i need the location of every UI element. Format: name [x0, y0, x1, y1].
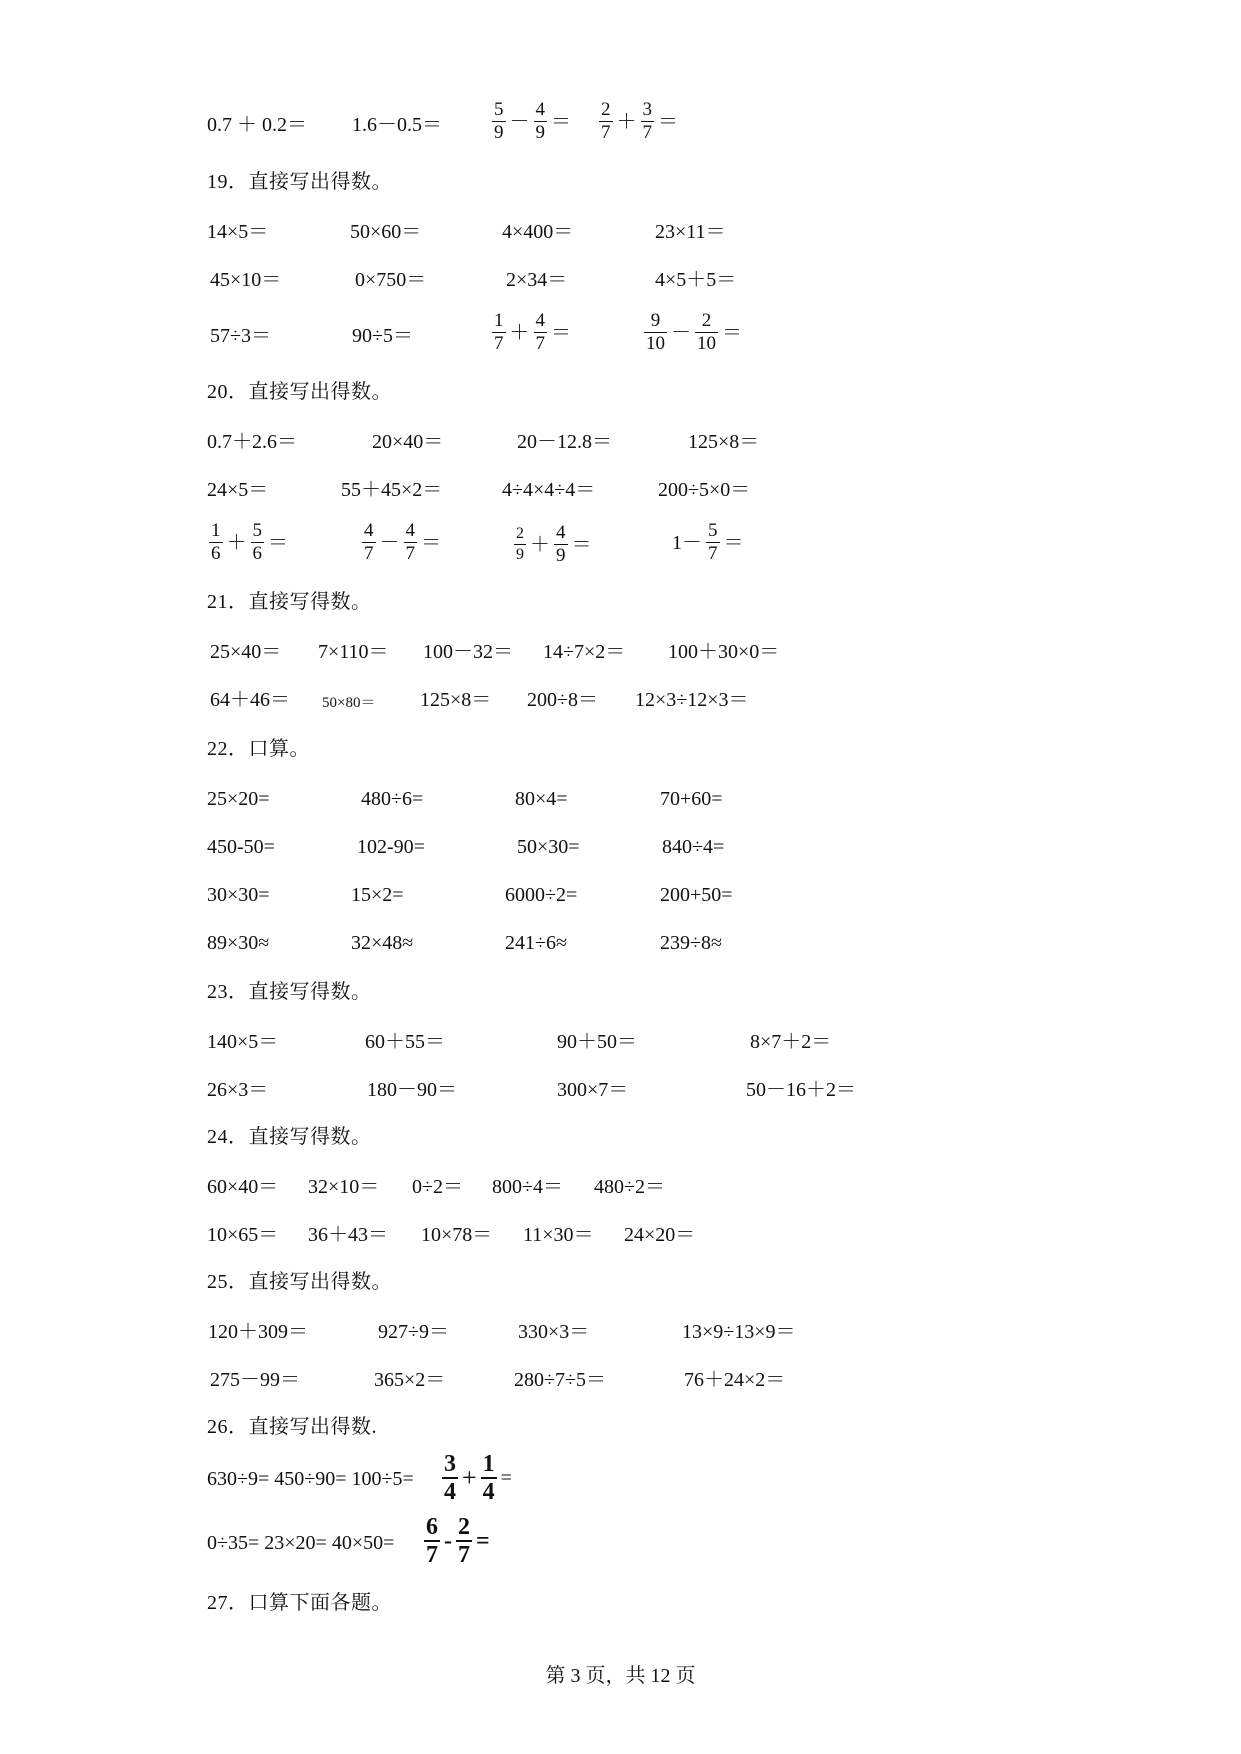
question-title: 27．口算下面各题。: [207, 1592, 392, 1614]
question-title: 23．直接写得数。: [207, 981, 372, 1003]
expr: 23×11＝: [655, 221, 726, 243]
fraction-expression: $\frac{5}{9}$ － $\frac{4}{9}$ ＝: [494, 99, 571, 143]
fraction: $\frac{6}{7}$: [426, 1514, 438, 1568]
fraction: $\frac{5}{9}$: [494, 99, 504, 143]
expr: 280÷7÷5＝: [514, 1369, 606, 1391]
expr: 4÷4×4÷4＝: [502, 479, 596, 501]
expr: 450-50=: [207, 836, 275, 858]
expr: 90÷5＝: [352, 325, 413, 347]
expr: 239÷8≈: [660, 932, 722, 954]
expr: 80×4=: [515, 788, 568, 810]
fraction: $\frac{2}{7}$: [458, 1514, 470, 1568]
expr: 120＋309＝: [208, 1321, 308, 1343]
expr: 15×2=: [351, 884, 404, 906]
fraction: $\frac{2}{7}$: [601, 99, 611, 143]
expr: 25×20=: [207, 788, 270, 810]
expr: 60＋55＝: [365, 1031, 445, 1053]
expr: 55＋45×2＝: [341, 479, 443, 501]
expr: 300×7＝: [557, 1079, 629, 1101]
expr: 480÷6=: [361, 788, 424, 810]
expr: 102-90=: [357, 836, 425, 858]
expr: 24×5＝: [207, 479, 269, 501]
fraction: $\frac{1}{6}$: [211, 520, 221, 564]
question-title: 20．直接写出得数。: [207, 381, 392, 403]
question-title: 21．直接写得数。: [207, 591, 372, 613]
expr: 26×3＝: [207, 1079, 269, 1101]
expr: 24×20＝: [624, 1224, 696, 1246]
fraction-expression: $\frac{9}{10}$ － $\frac{2}{10}$ ＝: [646, 310, 742, 354]
expr: 365×2＝: [374, 1369, 446, 1391]
question-title: 19．直接写出得数。: [207, 171, 392, 193]
expr: 275－99＝: [210, 1369, 300, 1391]
expr: 0×750＝: [355, 269, 427, 291]
expr: 11×30＝: [523, 1224, 594, 1246]
expr: 7×110＝: [318, 641, 389, 663]
question-title: 22．口算。: [207, 738, 310, 760]
expr: 32×48≈: [351, 932, 414, 954]
expr: 480÷2＝: [594, 1176, 665, 1198]
expr: 45×10＝: [210, 269, 282, 291]
fraction: $\frac{4}{7}$: [405, 520, 415, 564]
fraction: $\frac{3}{7}$: [642, 99, 652, 143]
expr: 76＋24×2＝: [684, 1369, 786, 1391]
expr: 30×30=: [207, 884, 270, 906]
expr: 100＋30×0＝: [668, 641, 780, 663]
expr: 4×5＋5＝: [655, 269, 737, 291]
expr: 2×34＝: [506, 269, 568, 291]
expr: 800÷4＝: [492, 1176, 563, 1198]
expr: 330×3＝: [518, 1321, 590, 1343]
fraction: $\frac{4}{9}$: [535, 99, 545, 143]
expr: 927÷9＝: [378, 1321, 449, 1343]
fraction: $\frac{1}{7}$: [494, 310, 504, 354]
fraction-expression: $\frac{2}{9}$ ＋ $\frac{4}{9}$ ＝: [516, 522, 592, 566]
expr: 20×40＝: [372, 431, 444, 453]
fraction-expression: $\frac{6}{7}$ - $\frac{2}{7}$ =: [426, 1514, 490, 1568]
expr: 1.6－0.5＝: [352, 114, 442, 136]
expr: 50×30=: [517, 836, 580, 858]
expr: 57÷3＝: [210, 325, 271, 347]
fraction-expression: $\frac{4}{7}$ － $\frac{4}{7}$ ＝: [364, 520, 441, 564]
fraction-expression: $\frac{1}{7}$ ＋ $\frac{4}{7}$ ＝: [494, 310, 571, 354]
expr: 840÷4=: [662, 836, 725, 858]
expr: 10×65＝: [207, 1224, 279, 1246]
expr: 200÷8＝: [527, 689, 598, 711]
fraction-expression: $\frac{3}{4}$ + $\frac{1}{4}$ =: [444, 1451, 512, 1505]
expr: 60×40＝: [207, 1176, 279, 1198]
expr: 0.7＋2.6＝: [207, 431, 297, 453]
expr: 125×8＝: [420, 689, 492, 711]
fraction: $\frac{1}{4}$: [482, 1451, 495, 1505]
expr: 241÷6≈: [505, 932, 567, 954]
fraction: $\frac{2}{9}$: [516, 525, 524, 563]
expr: 36＋43＝: [308, 1224, 388, 1246]
expr: 200÷5×0＝: [658, 479, 751, 501]
page-footer: 第 3 页，共 12 页: [545, 1665, 696, 1687]
expr: 0÷35= 23×20= 40×50=: [207, 1532, 395, 1554]
fraction: $\frac{9}{10}$: [646, 310, 665, 354]
fraction: $\frac{2}{10}$: [697, 310, 716, 354]
expr: 6000÷2=: [505, 884, 578, 906]
question-title: 25．直接写出得数。: [207, 1271, 392, 1293]
fraction: $\frac{5}{7}$: [708, 520, 718, 564]
expr: 14÷7×2＝: [543, 641, 626, 663]
expr: 90＋50＝: [557, 1031, 637, 1053]
expr: 12×3÷12×3＝: [635, 689, 749, 711]
fraction: $\frac{4}{7}$: [364, 520, 374, 564]
expr: 50×60＝: [350, 221, 422, 243]
question-title: 24．直接写得数。: [207, 1126, 372, 1148]
expr: 180－90＝: [367, 1079, 457, 1101]
expr: 50×80＝: [322, 695, 376, 711]
expr: 8×7＋2＝: [750, 1031, 832, 1053]
expr: 89×30≈: [207, 932, 270, 954]
question-title: 26．直接写出得数.: [207, 1416, 377, 1438]
expr: 25×40＝: [210, 641, 282, 663]
fraction-expression: $\frac{1}{6}$ ＋ $\frac{5}{6}$ ＝: [211, 520, 288, 564]
expr: 0.7 ＋ 0.2＝: [207, 114, 307, 136]
expr: 70+60=: [660, 788, 723, 810]
fraction: $\frac{4}{9}$: [556, 522, 566, 566]
expr: 13×9÷13×9＝: [682, 1321, 796, 1343]
expr: 50－16＋2＝: [746, 1079, 856, 1101]
expr: 100－32＝: [423, 641, 513, 663]
fraction-expression: 1－ $\frac{5}{7}$ ＝: [672, 520, 744, 564]
expr: 10×78＝: [421, 1224, 493, 1246]
expr: 64＋46＝: [210, 689, 290, 711]
expr: 32×10＝: [308, 1176, 380, 1198]
expr: 20－12.8＝: [517, 431, 612, 453]
fraction-expression: $\frac{2}{7}$ ＋ $\frac{3}{7}$ ＝: [601, 99, 678, 143]
expr: 630÷9= 450÷90= 100÷5=: [207, 1468, 414, 1490]
expr: 0÷2＝: [412, 1176, 463, 1198]
expr: 4×400＝: [502, 221, 574, 243]
expr: 140×5＝: [207, 1031, 279, 1053]
expr: 200+50=: [660, 884, 733, 906]
fraction: $\frac{5}{6}$: [252, 520, 262, 564]
expr: 125×8＝: [688, 431, 760, 453]
expr: 14×5＝: [207, 221, 269, 243]
fraction: $\frac{3}{4}$: [444, 1451, 456, 1505]
fraction: $\frac{4}{7}$: [535, 310, 545, 354]
